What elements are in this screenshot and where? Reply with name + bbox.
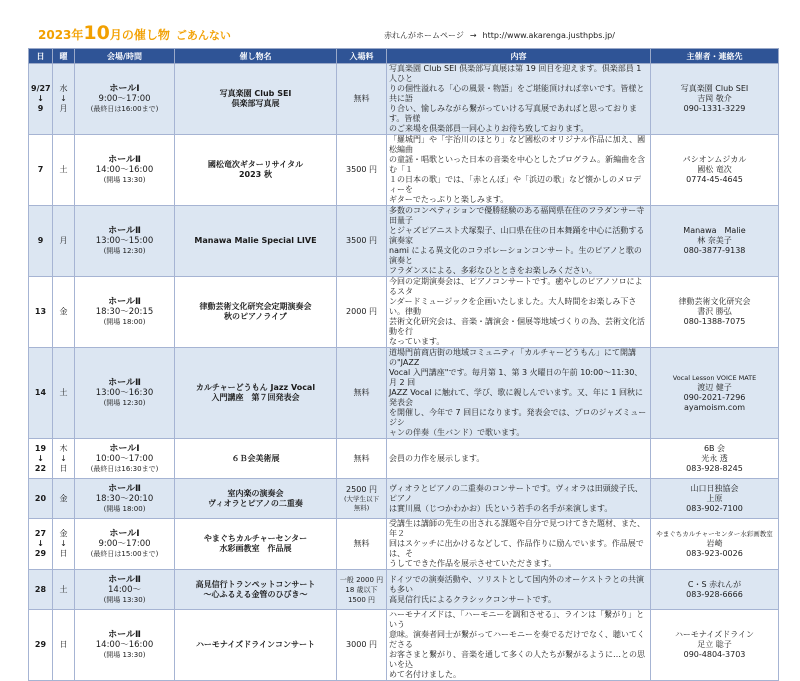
event-date-cell xyxy=(29,610,53,681)
event-venue-cell xyxy=(75,519,175,570)
event-contact: パシオンムジカル xyxy=(682,155,747,164)
event-time: 18:30～20:15 xyxy=(95,307,154,317)
event-row xyxy=(29,206,779,277)
event-fee-cell xyxy=(337,570,387,610)
event-venue-cell xyxy=(75,64,175,135)
arrow-right-icon: → xyxy=(469,31,477,40)
event-description-cell xyxy=(387,439,651,479)
event-date-cell xyxy=(29,135,53,206)
event-date: 28 xyxy=(34,584,47,594)
event-fee-cell xyxy=(337,348,387,439)
event-date: 9 xyxy=(37,104,44,113)
event-fee: 2500 円 xyxy=(346,484,377,494)
event-fee-cell xyxy=(337,206,387,277)
event-weekday-cell xyxy=(53,348,75,439)
event-contact: 090-4804-3703 xyxy=(683,650,746,659)
event-contact: 080-3877-9138 xyxy=(683,246,746,255)
title-month: 10 xyxy=(83,22,110,44)
event-description-cell xyxy=(387,570,651,610)
event-fee-note: 無料) xyxy=(353,503,370,512)
event-contact: 090-2021-7296 xyxy=(683,393,746,402)
event-row xyxy=(29,439,779,479)
column-header-fee: 入場料 xyxy=(337,49,387,64)
event-description: 受講生は講師の先生の出される課題や自分で見つけてきた題材、また、年２ xyxy=(389,519,645,538)
event-date-cell xyxy=(29,479,53,519)
event-description: 意味。演奏者同士が繋がってハーモニーを奏でるだけでなく、聴いてくださる xyxy=(389,630,645,649)
event-row xyxy=(29,519,779,570)
event-name: Manawa Malie Special LIVE xyxy=(194,236,317,245)
title-month-suffix: 月の催し物 xyxy=(109,28,170,42)
event-description: 写真楽園 Club SEI 倶楽部写真展は第 19 回目を迎えます。倶楽部員 1 人ひと xyxy=(389,64,642,83)
event-time: 14:00～ xyxy=(108,584,141,595)
event-description-cell xyxy=(387,135,651,206)
event-description: 今回の定期演奏会は、ピアノコンサートです。癒やしのピアノソロによるスタ xyxy=(389,277,643,296)
event-fee: 18 歳以下 xyxy=(345,585,378,594)
event-open-note: (開場 12:30) xyxy=(103,247,146,255)
event-contact: 岩崎 xyxy=(706,539,723,548)
event-weekday: ↓ xyxy=(60,453,67,463)
event-date: 29 xyxy=(34,640,47,649)
event-fee: 1500 円 xyxy=(347,595,376,604)
event-date-cell xyxy=(29,206,53,277)
event-name-cell xyxy=(175,64,337,135)
event-venue-cell xyxy=(75,570,175,610)
event-description: めて名付けました。 xyxy=(389,670,461,679)
event-weekday: 金 xyxy=(59,493,68,503)
event-contact-cell xyxy=(651,439,779,479)
event-description: １の日本の歌」では、「赤とんぼ」や「浜辺の歌」など懐かしのメロディーを xyxy=(389,175,641,194)
event-weekday-cell xyxy=(53,610,75,681)
event-fee: 一般 2000 円 xyxy=(339,575,384,584)
event-contact: 山口日独協会 xyxy=(690,483,739,493)
event-contact: 6B 会 xyxy=(703,443,726,453)
event-name: 國松竜次ギターリサイタル xyxy=(207,160,304,169)
event-description: Vocal 入門講座"です。毎月第 1、第 3 火曜日の午前 10:00～11:30、月 2 回 xyxy=(389,368,643,387)
event-description: りの個性溢れる「心の風景・物語」をご堪能頂ければ幸いです。皆様と共に語 xyxy=(389,84,645,103)
column-header-event-name: 催し物名 xyxy=(175,49,337,64)
event-fee: 無料 xyxy=(353,453,370,463)
event-rows xyxy=(29,64,779,681)
homepage-label: 赤れんがホームページ xyxy=(384,31,464,40)
event-name: 倶楽部写真展 xyxy=(231,99,280,108)
event-description: nami による異文化のコラボレーションコンサート。生のピアノと歌の演奏と xyxy=(389,246,642,265)
title-subtitle: ごあんない xyxy=(175,29,231,42)
event-name: ハーモナイズドラインコンサート xyxy=(195,640,316,649)
event-fee: 3500 円 xyxy=(346,165,377,174)
event-name-cell xyxy=(175,479,337,519)
event-row xyxy=(29,277,779,348)
event-venue-cell xyxy=(75,610,175,681)
column-header-venue-time: 会場/時間 xyxy=(75,49,175,64)
event-contact: Manawa Malie xyxy=(683,226,746,235)
event-name-cell xyxy=(175,439,337,479)
event-row xyxy=(29,610,779,681)
event-contact: 090-1331-3229 xyxy=(683,104,746,113)
event-contact: 書沢 勝弘 xyxy=(697,307,732,316)
event-fee: 3500 円 xyxy=(346,236,377,245)
event-name: 水彩画教室 作品展 xyxy=(219,544,292,553)
event-time: 13:00～16:30 xyxy=(95,388,154,398)
event-description: の童謡・唱歌といった日本の音楽を中心としたプログラム。新編曲を含む「１ xyxy=(389,155,646,174)
event-hall: ホールⅡ xyxy=(108,155,141,165)
event-date: 27 xyxy=(34,529,47,538)
event-contact: 083-928-8245 xyxy=(686,463,743,473)
event-fee-cell xyxy=(337,64,387,135)
event-contact-cell xyxy=(651,348,779,439)
event-description-cell xyxy=(387,348,651,439)
event-contact: 律動芸術文化研究会 xyxy=(678,297,751,306)
event-contact: やまぐちカルチャーセンター水彩画教室 xyxy=(656,530,773,538)
event-contact: 0774-45-4645 xyxy=(686,175,743,184)
event-name: カルチャーどうもん Jazz Vocal xyxy=(195,383,316,392)
event-contact-cell xyxy=(651,64,779,135)
event-weekday: 日 xyxy=(59,640,68,649)
event-date: 13 xyxy=(34,307,47,316)
event-name: ～心ふるえる金管のひびき～ xyxy=(203,589,308,599)
event-weekday-cell xyxy=(53,135,75,206)
event-name-cell xyxy=(175,519,337,570)
event-weekday: 金 xyxy=(59,307,68,316)
event-contact: 光永 透 xyxy=(701,453,728,463)
event-date-cell xyxy=(29,64,53,135)
event-weekday-cell xyxy=(53,479,75,519)
event-row xyxy=(29,135,779,206)
event-contact: Vocal Lesson VOICE MATE xyxy=(672,374,757,382)
event-hall: ホールⅠ xyxy=(109,443,140,454)
column-header-organizer: 主催者・連絡先 xyxy=(651,49,779,64)
event-name: 入門講座 第７回発表会 xyxy=(211,393,300,402)
event-fee-cell xyxy=(337,439,387,479)
event-contact: 080-1388-7075 xyxy=(683,317,746,326)
event-contact: 083-902-7100 xyxy=(686,503,743,513)
event-contact-cell xyxy=(651,519,779,570)
event-time: 13:00～15:00 xyxy=(95,236,154,246)
event-weekday: ↓ xyxy=(60,94,67,103)
event-name-cell xyxy=(175,348,337,439)
event-open-note: (開場 13:30) xyxy=(103,651,146,659)
event-open-note: (開場 18:00) xyxy=(103,504,146,513)
event-weekday: 土 xyxy=(59,388,68,397)
event-fee-cell xyxy=(337,135,387,206)
event-hall: ホールⅠ xyxy=(109,84,140,94)
event-weekday: 日 xyxy=(59,463,68,473)
event-contact: 上原 xyxy=(706,493,723,503)
event-date: 29 xyxy=(34,549,47,558)
event-venue-cell xyxy=(75,135,175,206)
event-weekday: ↓ xyxy=(60,539,67,548)
event-description: ギターでたっぷりと楽しみます。 xyxy=(389,195,509,204)
event-description: ャンの伴奏（生バンド）で歌います。 xyxy=(389,428,525,437)
event-description: フラダンスによる、多彩なひとときをお楽しみください。 xyxy=(389,266,597,275)
homepage-url[interactable]: http://www.akarenga.justhpbs.jp/ xyxy=(482,31,615,40)
event-hall: ホールⅡ xyxy=(108,226,141,236)
event-description: とジャズピアニスト犬塚梨子、山口県在住の日本舞踊を中心に活動する演奏家 xyxy=(389,226,645,245)
homepage-info xyxy=(384,30,615,41)
event-time: 9:00～17:00 xyxy=(98,539,151,549)
event-description: うしてできた作品を展示させていただきます。 xyxy=(389,559,557,568)
event-open-note: (開場 13:30) xyxy=(103,176,146,184)
event-description: 多数のコンペティションで優勝経験のある福岡県在住のフラダンサー寺田量子 xyxy=(389,206,645,225)
event-contact-cell xyxy=(651,610,779,681)
event-name-cell xyxy=(175,610,337,681)
event-date: ↓ xyxy=(37,94,44,103)
event-name: 室内楽の演奏会 xyxy=(227,488,284,498)
event-name-cell xyxy=(175,135,337,206)
event-name-cell xyxy=(175,570,337,610)
event-weekday: 月 xyxy=(59,236,68,245)
event-date: 9 xyxy=(37,236,44,245)
event-date: ↓ xyxy=(37,453,44,463)
event-contact: 写真楽園 Club SEI xyxy=(680,84,749,93)
event-description: JAZZ Vocal に触れて、学び、歌に親しんでいます。又、年に 1 回秋に発表会 xyxy=(389,388,644,407)
event-time: 14:00～16:00 xyxy=(95,165,154,175)
event-schedule-table xyxy=(28,48,779,681)
event-date-cell xyxy=(29,439,53,479)
event-description-cell xyxy=(387,277,651,348)
event-name: ヴィオラとピアノの二重奏 xyxy=(208,498,303,508)
event-date: 7 xyxy=(37,165,44,174)
event-open-note: (最終日は15:00まで) xyxy=(90,550,159,558)
event-contact: 足立 聡子 xyxy=(697,640,732,649)
event-weekday: 水 xyxy=(59,84,68,93)
event-contact: 083-928-6666 xyxy=(686,589,743,599)
event-contact: 吉岡 敬介 xyxy=(697,94,732,103)
event-weekday: 月 xyxy=(59,104,68,113)
event-date-cell xyxy=(29,570,53,610)
event-contact: ayamoism.com xyxy=(683,403,746,412)
event-description: 「羅城門」や「宇治川のほとり」など國松のオリジナル作品に加え、國松編曲 xyxy=(389,135,646,154)
event-venue-cell xyxy=(75,439,175,479)
event-fee: 3000 円 xyxy=(346,640,377,649)
event-description: り合い、愉しみながら繋がっていける写真展であればと思っております。皆様 xyxy=(389,104,637,123)
event-venue-cell xyxy=(75,277,175,348)
event-open-note: (開場 18:00) xyxy=(103,318,146,326)
event-description: を開催し、今年で 7 回目になります。発表会では、プロのジャズミュージシ xyxy=(389,408,647,427)
event-description-cell xyxy=(387,519,651,570)
flyer-header xyxy=(28,22,778,48)
event-hall: ホールⅡ xyxy=(108,483,141,494)
event-open-note: (開場 13:30) xyxy=(103,595,146,604)
event-weekday-cell xyxy=(53,519,75,570)
event-description: 回はスケッチに出かけるなどして、作品作りに励んでいます。作品展では、そ xyxy=(389,539,644,558)
event-fee-note: (大学生以下 xyxy=(343,494,380,503)
event-description: ヴィオラとピアノの二重奏のコンサートです。ヴィオラは田頭綾子氏、ピアノ xyxy=(389,483,643,503)
event-name: 高見信行トランペットコンサート xyxy=(195,579,316,589)
event-fee: 無料 xyxy=(353,94,370,103)
event-fee: 無料 xyxy=(353,388,370,397)
event-venue-cell xyxy=(75,206,175,277)
event-contact: ハーモナイズドライン xyxy=(674,630,755,639)
event-date: 20 xyxy=(34,493,47,503)
event-contact: 083-923-0026 xyxy=(686,549,743,558)
event-name-cell xyxy=(175,206,337,277)
event-fee: 2000 円 xyxy=(346,307,377,316)
event-weekday-cell xyxy=(53,570,75,610)
page-title xyxy=(38,22,231,44)
event-fee: 無料 xyxy=(353,539,370,548)
event-weekday: 木 xyxy=(59,443,68,453)
title-year: 2023年 xyxy=(38,28,84,42)
event-weekday: 土 xyxy=(59,584,68,594)
event-description: ンダードミュージックを企画いたしました。大人時間をお楽しみ下さい。律動 xyxy=(389,297,637,316)
event-open-note: (最終日は16:30まで) xyxy=(90,464,159,473)
event-time: 10:00～17:00 xyxy=(95,453,154,464)
event-date: ↓ xyxy=(37,539,44,548)
event-fee-cell xyxy=(337,519,387,570)
event-row xyxy=(29,570,779,610)
event-fee-cell xyxy=(337,610,387,681)
event-name: 律動芸術文化研究会定期演奏会 xyxy=(199,302,312,311)
event-contact-cell xyxy=(651,277,779,348)
event-weekday: 金 xyxy=(59,529,68,538)
event-contact-cell xyxy=(651,479,779,519)
event-name: 2023 秋 xyxy=(238,170,273,179)
event-description-cell xyxy=(387,206,651,277)
event-time: 18:30～20:10 xyxy=(95,493,154,504)
event-name: 写真楽園 Club SEI xyxy=(219,89,292,98)
event-description: 芸術文化研究会は、音楽・講演会・個展等地域づくりの為、芸術文化活動を行 xyxy=(389,317,645,336)
event-description-cell xyxy=(387,64,651,135)
event-venue-cell xyxy=(75,479,175,519)
event-name: やまぐちカルチャーセンター xyxy=(203,534,308,543)
event-description: 会員の力作を展示します。 xyxy=(389,453,485,463)
event-date-cell xyxy=(29,519,53,570)
event-description: ドイツでの演奏活動や、ソリストとして国内外のオーケストラとの共演も多い xyxy=(389,574,644,594)
event-venue-cell xyxy=(75,348,175,439)
event-hall: ホールⅡ xyxy=(108,630,141,640)
event-fee-cell xyxy=(337,479,387,519)
event-name: 秋のピアノライブ xyxy=(224,312,287,321)
event-description-cell xyxy=(387,479,651,519)
event-row xyxy=(29,479,779,519)
event-date: 22 xyxy=(34,463,47,473)
table-header-row xyxy=(29,49,779,64)
event-description-cell xyxy=(387,610,651,681)
event-description: は實川風（じつかわかお）氏という若手の名手が来演します。 xyxy=(389,503,613,513)
event-description: 高見信行氏によるクラシックコンサートです。 xyxy=(389,594,557,604)
event-open-note: (最終日は16:00まで) xyxy=(90,105,159,113)
event-hall: ホールⅡ xyxy=(108,574,141,585)
event-row xyxy=(29,348,779,439)
event-hall: ホールⅡ xyxy=(108,378,141,388)
column-header-content: 内容 xyxy=(387,49,651,64)
event-time: 9:00～17:00 xyxy=(98,94,151,104)
event-name-cell xyxy=(175,277,337,348)
event-contact: 林 奈美子 xyxy=(697,236,732,245)
event-weekday-cell xyxy=(53,64,75,135)
event-contact-cell xyxy=(651,135,779,206)
event-date-cell xyxy=(29,277,53,348)
event-hall: ホールⅠ xyxy=(109,529,140,539)
event-fee-cell xyxy=(337,277,387,348)
event-weekday: 土 xyxy=(59,165,68,174)
event-weekday-cell xyxy=(53,206,75,277)
column-header-weekday: 曜 xyxy=(53,49,75,64)
event-description: のご来場を倶楽部員一同心よりお待ち致しております。 xyxy=(389,124,589,133)
event-open-note: (開場 12:30) xyxy=(103,399,146,407)
event-contact-cell xyxy=(651,570,779,610)
event-hall: ホールⅡ xyxy=(108,297,141,307)
event-name: ６Ｂ会美術展 xyxy=(231,453,280,463)
event-contact-cell xyxy=(651,206,779,277)
event-date: 9/27 xyxy=(31,84,51,93)
column-header-date: 日 xyxy=(29,49,53,64)
event-description: お客さまと繋がり、音楽を通して多くの人たちが繋がるように…との思いを込 xyxy=(389,650,645,669)
event-date: 19 xyxy=(34,443,47,453)
event-weekday-cell xyxy=(53,277,75,348)
event-weekday-cell xyxy=(53,439,75,479)
event-contact: 國松 竜次 xyxy=(697,165,732,174)
event-time: 14:00～16:00 xyxy=(95,640,154,650)
event-description: なっています。 xyxy=(389,337,445,346)
event-contact: C・S 赤れんが xyxy=(687,579,742,589)
event-row xyxy=(29,64,779,135)
event-description: ハーモナイズドは、「ハーモニーを調和させる」、ラインは「繋がり」という xyxy=(389,610,645,629)
event-weekday: 日 xyxy=(59,549,68,558)
event-date-cell xyxy=(29,348,53,439)
event-date: 14 xyxy=(34,388,47,397)
event-contact: 渡辺 健子 xyxy=(697,383,732,392)
event-description: 道場門前商店街の地域コミュニティ「カルチャーどうもん」にて開講の"JAZZ xyxy=(389,348,636,367)
